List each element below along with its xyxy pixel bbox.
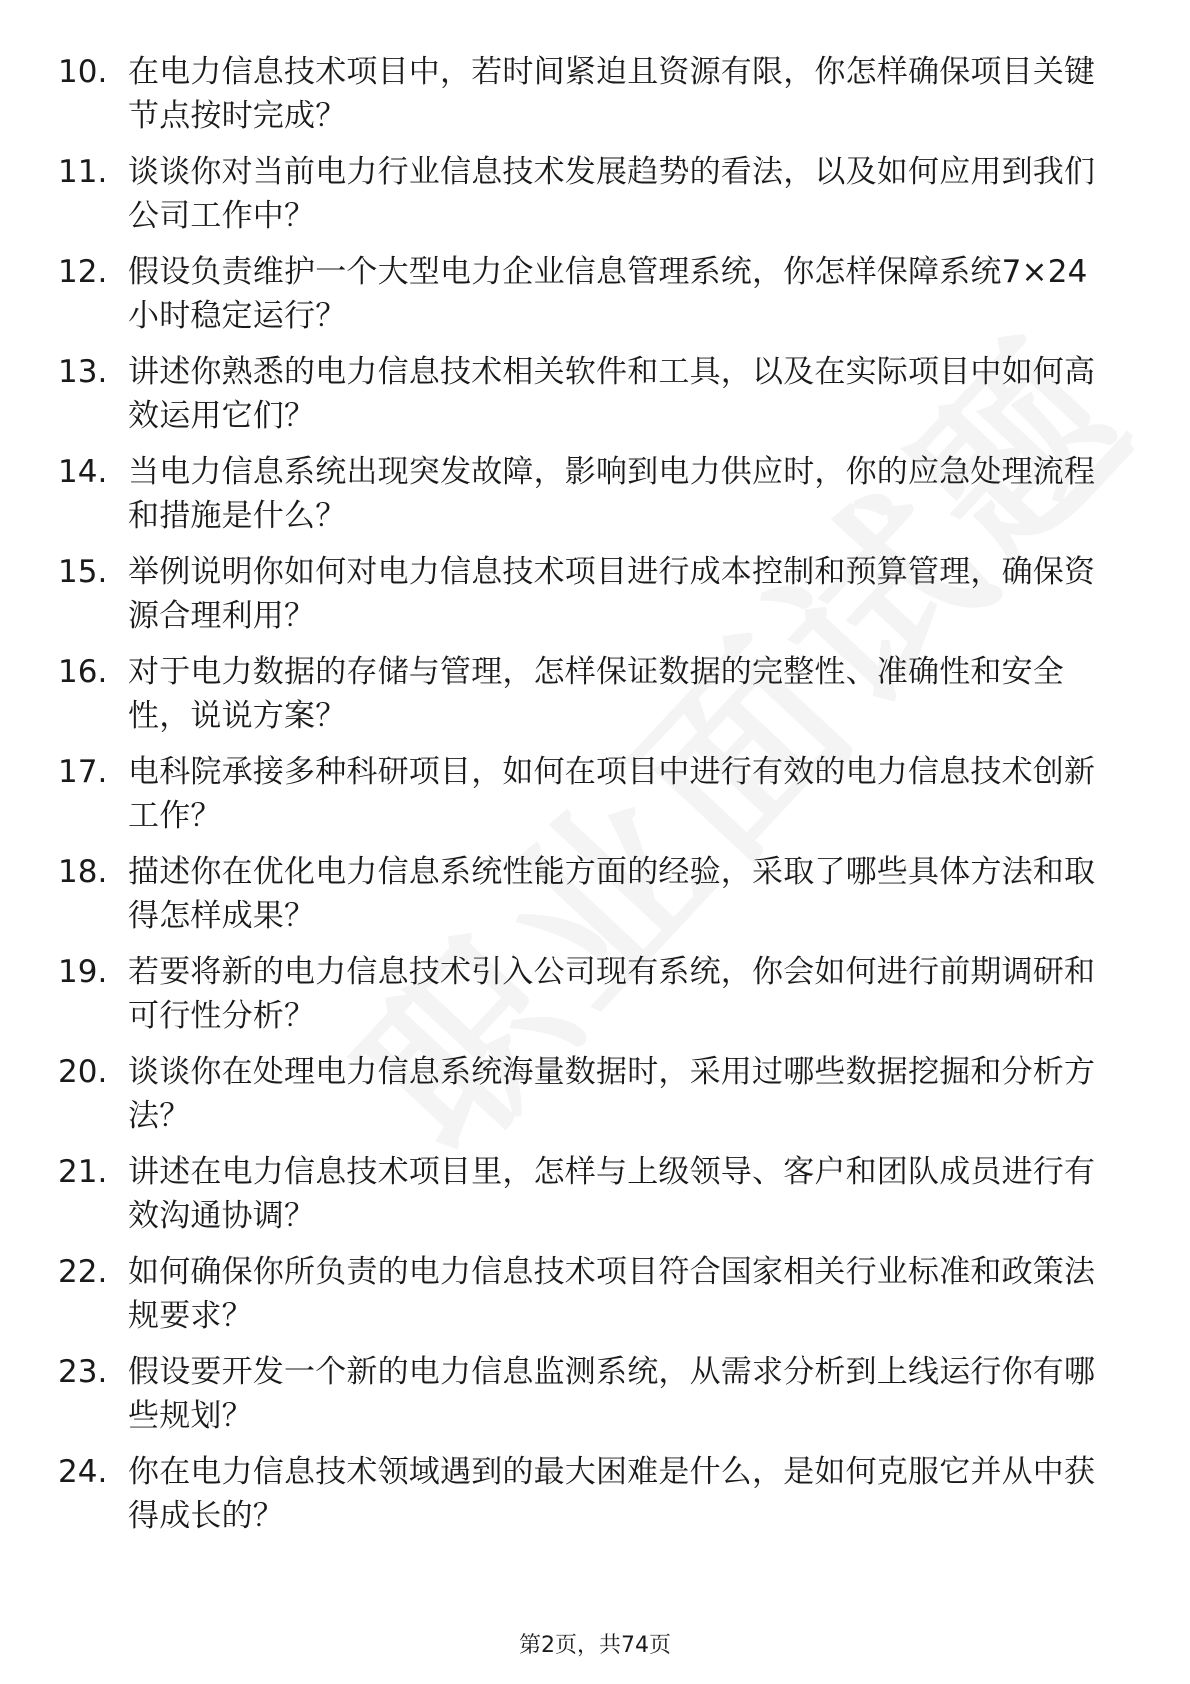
question-item <box>58 1450 1118 1538</box>
question-number: 21. <box>58 1154 108 1190</box>
question-number: 10. <box>58 54 108 90</box>
question-item <box>58 650 1118 738</box>
question-number: 17. <box>58 754 108 790</box>
question-item <box>58 1050 1118 1138</box>
question-text: 讲述在电力信息技术项目里，怎样与上级领导、客户和团队成员进行有效沟通协调？ <box>128 1154 1096 1234</box>
question-text: 描述你在优化电力信息系统性能方面的经验，采取了哪些具体方法和取得怎样成果？ <box>128 854 1096 934</box>
question-item <box>58 1250 1118 1338</box>
question-item <box>58 50 1118 138</box>
question-item <box>58 850 1118 938</box>
question-text: 如何确保你所负责的电力信息技术项目符合国家相关行业标准和政策法规要求？ <box>128 1254 1096 1334</box>
question-text: 谈谈你在处理电力信息系统海量数据时，采用过哪些数据挖掘和分析方法？ <box>128 1054 1096 1134</box>
question-number: 16. <box>58 654 108 690</box>
question-item <box>58 250 1118 338</box>
question-text: 电科院承接多种科研项目，如何在项目中进行有效的电力信息技术创新工作？ <box>128 754 1096 834</box>
question-number: 19. <box>58 954 108 990</box>
question-text: 在电力信息技术项目中，若时间紧迫且资源有限，你怎样确保项目关键节点按时完成？ <box>128 54 1096 134</box>
question-item <box>58 550 1118 638</box>
question-number: 24. <box>58 1454 108 1490</box>
page-footer: 第2页，共74页 <box>519 1633 671 1658</box>
question-number: 23. <box>58 1354 108 1390</box>
question-text: 假设要开发一个新的电力信息监测系统，从需求分析到上线运行你有哪些规划？ <box>128 1354 1096 1434</box>
question-text: 举例说明你如何对电力信息技术项目进行成本控制和预算管理，确保资源合理利用？ <box>128 554 1096 634</box>
question-text: 讲述你熟悉的电力信息技术相关软件和工具，以及在实际项目中如何高效运用它们？ <box>128 354 1096 434</box>
question-item <box>58 750 1118 838</box>
question-number: 22. <box>58 1254 108 1290</box>
question-number: 11. <box>58 154 108 190</box>
question-number: 14. <box>58 454 108 490</box>
question-item <box>58 350 1118 438</box>
question-list <box>58 50 1118 1550</box>
question-text: 当电力信息系统出现突发故障，影响到电力供应时，你的应急处理流程和措施是什么？ <box>128 454 1096 534</box>
question-item <box>58 1150 1118 1238</box>
question-text: 你在电力信息技术领域遇到的最大困难是什么，是如何克服它并从中获得成长的？ <box>128 1454 1096 1534</box>
question-number: 15. <box>58 554 108 590</box>
question-text: 谈谈你对当前电力行业信息技术发展趋势的看法，以及如何应用到我们公司工作中？ <box>128 154 1096 234</box>
question-number: 13. <box>58 354 108 390</box>
question-number: 20. <box>58 1054 108 1090</box>
question-item <box>58 950 1118 1038</box>
question-number: 18. <box>58 854 108 890</box>
question-item <box>58 150 1118 238</box>
question-text: 假设负责维护一个大型电力企业信息管理系统，你怎样保障系统7×24小时稳定运行？ <box>128 254 1088 334</box>
question-item <box>58 1350 1118 1438</box>
question-item <box>58 450 1118 538</box>
question-number: 12. <box>58 254 108 290</box>
question-text: 对于电力数据的存储与管理，怎样保证数据的完整性、准确性和安全性，说说方案？ <box>128 654 1064 734</box>
question-text: 若要将新的电力信息技术引入公司现有系统，你会如何进行前期调研和可行性分析？ <box>128 954 1096 1034</box>
